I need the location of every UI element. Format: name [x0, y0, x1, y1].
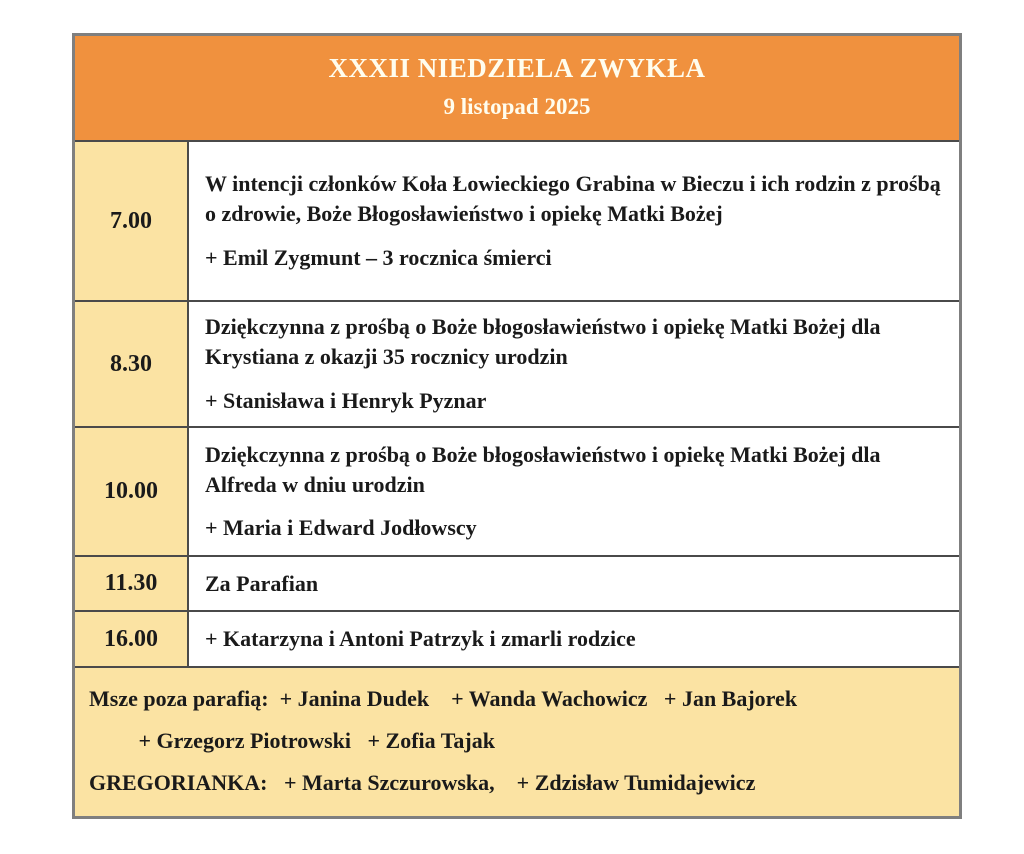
intention-text: + Stanisława i Henryk Pyznar	[205, 387, 487, 413]
time-cell: 8.30	[75, 302, 189, 426]
footer-line-gregorianka: GREGORIANKA: + Marta Szczurowska, + Zdzisław Tumidajewicz	[89, 769, 756, 795]
intention-text: + Emil Zygmunt – 3 rocznica śmierci	[205, 244, 552, 270]
time-cell: 16.00	[75, 612, 189, 666]
intention-text: + Maria i Edward Jodłowscy	[205, 515, 477, 541]
intention-text: Dziękczynna z prośbą o Boże błogosławieństwo i opiekę Matki Bożej dla Alfreda w dniu urodzin	[205, 441, 881, 497]
intention-cell	[189, 428, 959, 555]
table-footer	[75, 666, 959, 816]
intention-text: Za Parafian	[205, 570, 319, 596]
schedule-row	[75, 140, 959, 300]
intention-cell	[189, 557, 959, 610]
schedule-row	[75, 555, 959, 610]
schedule-row	[75, 300, 959, 426]
intention-text: + Katarzyna i Antoni Patrzyk i zmarli rodzice	[205, 626, 636, 652]
footer-line-masses-outside-parish-continued: + Grzegorz Piotrowski + Zofia Tajak	[89, 727, 495, 753]
time-cell: 7.00	[75, 142, 189, 300]
intention-cell	[189, 612, 959, 666]
intention-text: W intencji członków Koła Łowieckiego Grabina w Bieczu i ich rodzin z prośbą o zdrowie, Boże Błogosławieństwo i opiekę Matki Bożej	[205, 171, 941, 227]
footer-line-masses-outside-parish: Msze poza parafią: + Janina Dudek + Wanda Wachowicz + Jan Bajorek	[89, 686, 798, 711]
date-label: 9 listopad 2025	[443, 93, 591, 119]
mass-schedule-table	[72, 33, 962, 819]
intention-text: Dziękczynna z prośbą o Boże błogosławieństwo i opiekę Matki Bożej dla Krystiana z okazji 35 rocznicy urodzin	[205, 314, 881, 370]
intention-cell	[189, 142, 959, 300]
time-cell: 10.00	[75, 428, 189, 555]
time-cell: 11.30	[75, 557, 189, 610]
schedule-row	[75, 426, 959, 555]
page-title: XXXII NIEDZIELA ZWYKŁA	[328, 52, 706, 83]
intention-cell	[189, 302, 959, 426]
table-header	[75, 36, 959, 140]
schedule-row	[75, 610, 959, 666]
